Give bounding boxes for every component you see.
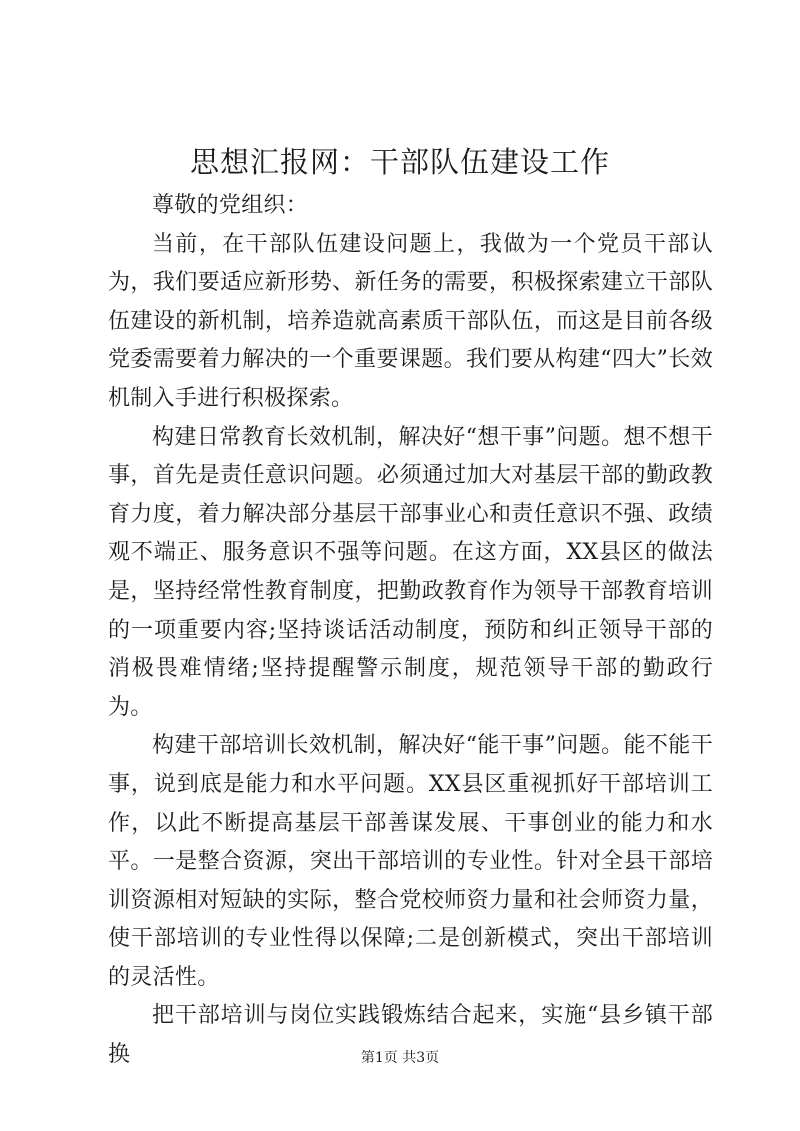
- body-paragraph-1: 当前，在干部队伍建设问题上，我做为一个党员干部认为，我们要适应新形势、新任务的需要，积极探索建立干部队伍建设的新机制，培养造就高素质干部队伍，而这是目前各级党委需要着力解决的一个重要课题。我们要从构建“四大”长效机制入手进行积极探索。: [108, 231, 713, 411]
- body-paragraph-4: 把干部培训与岗位实践锻炼结合起来，实施“县乡镇干部换: [108, 1003, 713, 1068]
- page-number-footer: 第1页 共3页: [360, 1050, 440, 1066]
- document-body: [108, 187, 713, 1075]
- body-paragraph-3: 构建干部培训长效机制，解决好“能干事”问题。能不能干事，说到底是能力和水平问题。XX县区重视抓好干部培训工作，以此不断提高基层干部善谋发展、干事创业的能力和水平。一是整合资源，突出干部培训的专业性。针对全县干部培训资源相对短缺的实际，整合党校师资力量和社会师资力量，使干部培训的专业性得以保障;二是创新模式，突出干部培训的灵活性。: [108, 733, 713, 990]
- document-title: 思想汇报网：干部队伍建设工作: [189, 145, 610, 179]
- salutation-paragraph: 尊敬的党组织：: [152, 193, 309, 218]
- body-paragraph-2: 构建日常教育长效机制，解决好“想干事”问题。想不想干事，首先是责任意识问题。必须通过加大对基层干部的勤政教育力度，着力解决部分基层干部事业心和责任意识不强、政绩观不端正、服务意识不强等问题。在这方面，XX县区的做法是，坚持经常性教育制度，把勤政教育作为领导干部教育培训的一项重要内容;坚持谈话活动制度，预防和纠正领导干部的消极畏难情绪;坚持提醒警示制度，规范领导干部的勤政行为。: [108, 424, 713, 720]
